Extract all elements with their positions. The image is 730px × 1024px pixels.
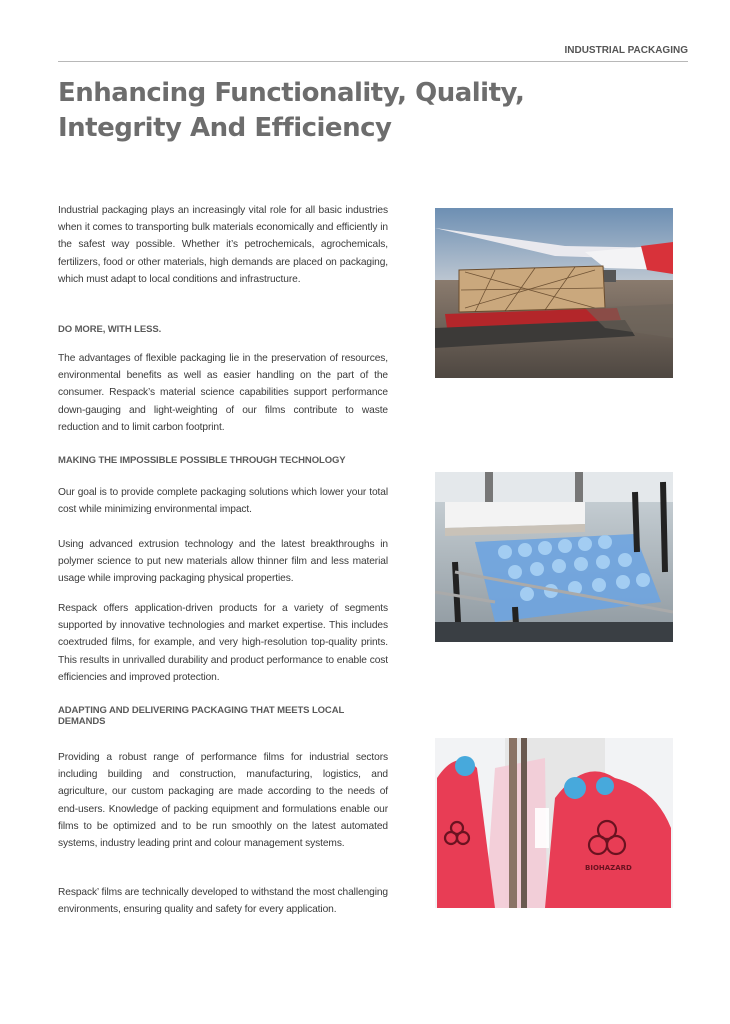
paragraph-performance-films: Providing a robust range of performance films for industrial sectors including building and construction, manufacturing, logistics, and agriculture, our custom packaging are made according to the needs of end-users. Knowledge of packing equipment and formulations enable our films to be optimized and to be run smoothly on the latest automated systems, industry leading print and colour management systems. (58, 752, 388, 850)
biohazard-bags-photo (435, 738, 673, 908)
paragraph-environments: Respack’ films are technically developed to withstand the most challenging environments, ensuring quality and safety for every application. (58, 887, 388, 916)
heading-do-more: DO MORE, WITH LESS. (58, 324, 162, 335)
paragraph-advantages: The advantages of flexible packaging lie in the preservation of resources, environmental benefits as well as easier handling on the part of the consumer. Respack’s material science capabilities support performance down-gauging and light-weighting of our films contribute to waste reduction and to limit carbon footprint. (58, 353, 388, 433)
paragraph-goal: Our goal is to provide complete packaging solutions which lower your total cost while minimizing environmental impact. (58, 487, 388, 516)
intro-paragraph: Industrial packaging plays an increasingly vital role for all basic industries when it comes to transporting bulk materials economically and efficiently in the safest way possible. Whether it’s petrochemicals, agrochemicals, fertilizers, food or other materials, high demands are placed on packaging, which must adapt to local conditions and infrastructure. (58, 205, 388, 285)
shrink-wrap-photo (435, 472, 673, 642)
section-label: INDUSTRIAL PACKAGING (564, 45, 688, 56)
page-title: Enhancing Functionality, Quality, Integrity And Efficiency (58, 78, 525, 143)
svg-text:BIOHAZARD: BIOHAZARD (585, 864, 632, 872)
paragraph-extrusion: Using advanced extrusion technology and the latest breakthroughs in polymer science to put new materials allow thinner film and less material usage while improving packaging physical properties. (58, 539, 388, 585)
air-cargo-photo (435, 208, 673, 378)
paragraph-applications: Respack offers application-driven products for a variety of segments supported by innovative technologies and market expertise. This includes coextruded films, for example, and very high-resolution top-quality prints. This results in unrivalled durability and product performance to enable cost efficiencies and improved protection. (58, 603, 388, 683)
heading-local-demands: ADAPTING AND DELIVERING PACKAGING THAT MEETS LOCAL DEMANDS (58, 705, 344, 727)
header-rule (58, 61, 688, 62)
air-cargo-pallet-photo (435, 208, 673, 378)
red-biohazard-bags-photo (435, 738, 673, 908)
heading-technology: MAKING THE IMPOSSIBLE POSSIBLE THROUGH TECHNOLOGY (58, 455, 346, 466)
bottle-shrink-wrap-photo (435, 472, 673, 642)
